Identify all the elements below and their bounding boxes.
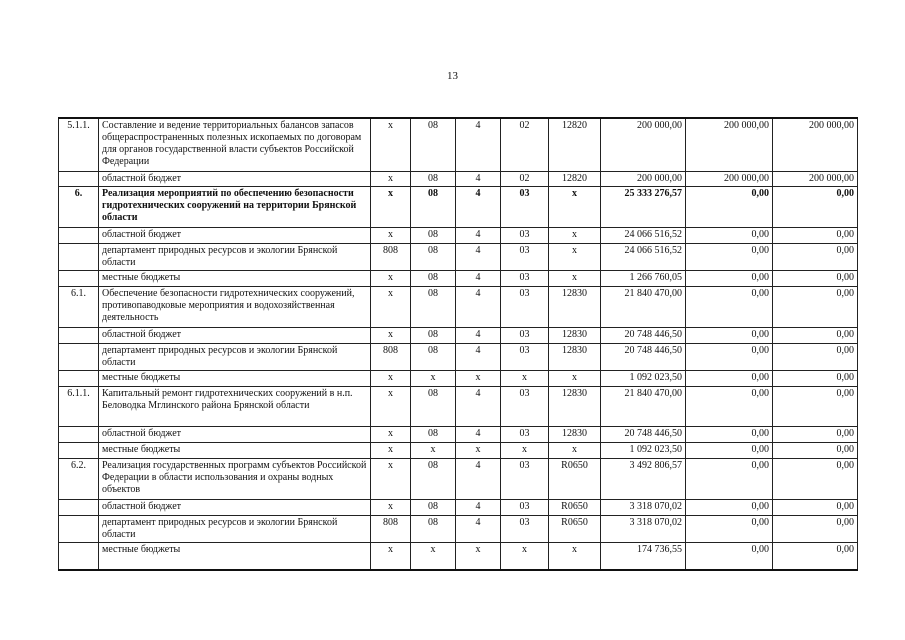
amount-year-3: 0,00 bbox=[773, 327, 858, 343]
grbs-code: х bbox=[371, 186, 411, 227]
table-row bbox=[59, 243, 858, 270]
table-row bbox=[59, 542, 858, 570]
section-code: 08 bbox=[411, 426, 456, 442]
grbs-code: 808 bbox=[371, 243, 411, 270]
row-name: департамент природных ресурсов и экологии Брянской области bbox=[99, 515, 371, 542]
target-article-code: 12830 bbox=[549, 343, 601, 370]
amount-year-1: 20 748 446,50 bbox=[601, 426, 686, 442]
amount-year-1: 3 318 070,02 bbox=[601, 515, 686, 542]
section-code: 08 bbox=[411, 171, 456, 186]
amount-year-3: 0,00 bbox=[773, 386, 858, 426]
section-code: 08 bbox=[411, 118, 456, 171]
amount-year-1: 1 092 023,50 bbox=[601, 370, 686, 386]
row-name: областной бюджет bbox=[99, 227, 371, 243]
table-row bbox=[59, 458, 858, 499]
row-name: местные бюджеты bbox=[99, 442, 371, 458]
amount-year-1: 1 092 023,50 bbox=[601, 442, 686, 458]
program-code: 4 bbox=[456, 458, 501, 499]
subprogram-code: 02 bbox=[501, 171, 549, 186]
amount-year-2: 0,00 bbox=[686, 370, 773, 386]
table-row bbox=[59, 227, 858, 243]
row-number: 5.1.1. bbox=[59, 118, 99, 171]
row-number bbox=[59, 171, 99, 186]
section-code: х bbox=[411, 370, 456, 386]
table-row bbox=[59, 515, 858, 542]
grbs-code: х bbox=[371, 118, 411, 171]
program-code: 4 bbox=[456, 171, 501, 186]
amount-year-3: 0,00 bbox=[773, 542, 858, 570]
row-number: 6.2. bbox=[59, 458, 99, 499]
target-article-code: х bbox=[549, 270, 601, 286]
table-row bbox=[59, 386, 858, 426]
amount-year-3: 0,00 bbox=[773, 227, 858, 243]
row-name: областной бюджет bbox=[99, 327, 371, 343]
target-article-code: 12830 bbox=[549, 327, 601, 343]
row-name: местные бюджеты bbox=[99, 270, 371, 286]
amount-year-3: 0,00 bbox=[773, 515, 858, 542]
page-number: 13 bbox=[447, 70, 458, 82]
section-code: х bbox=[411, 442, 456, 458]
grbs-code: х bbox=[371, 286, 411, 327]
row-name: Составление и ведение территориальных балансов запасов общераспространенных полезных ископаемых по договорам для органов государственной власти субъектов Российской Федерации bbox=[99, 118, 371, 171]
amount-year-2: 0,00 bbox=[686, 186, 773, 227]
section-code: 08 bbox=[411, 327, 456, 343]
section-code: 08 bbox=[411, 458, 456, 499]
subprogram-code: 03 bbox=[501, 186, 549, 227]
amount-year-2: 0,00 bbox=[686, 426, 773, 442]
target-article-code: х bbox=[549, 542, 601, 570]
grbs-code: х bbox=[371, 542, 411, 570]
program-code: 4 bbox=[456, 327, 501, 343]
amount-year-2: 0,00 bbox=[686, 386, 773, 426]
row-number bbox=[59, 327, 99, 343]
row-number bbox=[59, 499, 99, 515]
grbs-code: х bbox=[371, 270, 411, 286]
amount-year-2: 0,00 bbox=[686, 243, 773, 270]
subprogram-code: 03 bbox=[501, 458, 549, 499]
amount-year-2: 200 000,00 bbox=[686, 118, 773, 171]
target-article-code: 12830 bbox=[549, 386, 601, 426]
row-number bbox=[59, 227, 99, 243]
amount-year-3: 0,00 bbox=[773, 426, 858, 442]
subprogram-code: 03 bbox=[501, 270, 549, 286]
amount-year-1: 20 748 446,50 bbox=[601, 327, 686, 343]
table-row bbox=[59, 171, 858, 186]
row-number: 6.1. bbox=[59, 286, 99, 327]
section-code: 08 bbox=[411, 186, 456, 227]
row-name: Реализация государственных программ субъектов Российской Федерации в области использования и охраны водных объектов bbox=[99, 458, 371, 499]
grbs-code: х bbox=[371, 327, 411, 343]
table-row bbox=[59, 286, 858, 327]
target-article-code: 12820 bbox=[549, 171, 601, 186]
section-code: 08 bbox=[411, 499, 456, 515]
amount-year-2: 0,00 bbox=[686, 499, 773, 515]
subprogram-code: 03 bbox=[501, 426, 549, 442]
row-name: департамент природных ресурсов и экологии Брянской области bbox=[99, 343, 371, 370]
amount-year-3: 0,00 bbox=[773, 243, 858, 270]
table-row bbox=[59, 118, 858, 171]
amount-year-1: 1 266 760,05 bbox=[601, 270, 686, 286]
target-article-code: 12830 bbox=[549, 426, 601, 442]
program-code: 4 bbox=[456, 186, 501, 227]
amount-year-2: 200 000,00 bbox=[686, 171, 773, 186]
table-row bbox=[59, 370, 858, 386]
row-number bbox=[59, 270, 99, 286]
section-code: 08 bbox=[411, 243, 456, 270]
subprogram-code: 03 bbox=[501, 343, 549, 370]
table-row bbox=[59, 186, 858, 227]
row-number bbox=[59, 542, 99, 570]
grbs-code: х bbox=[371, 227, 411, 243]
amount-year-3: 0,00 bbox=[773, 370, 858, 386]
row-name: областной бюджет bbox=[99, 426, 371, 442]
amount-year-3: 0,00 bbox=[773, 270, 858, 286]
row-name: местные бюджеты bbox=[99, 370, 371, 386]
target-article-code: R0650 bbox=[549, 499, 601, 515]
subprogram-code: 02 bbox=[501, 118, 549, 171]
target-article-code: R0650 bbox=[549, 515, 601, 542]
amount-year-3: 0,00 bbox=[773, 499, 858, 515]
amount-year-1: 21 840 470,00 bbox=[601, 286, 686, 327]
subprogram-code: 03 bbox=[501, 227, 549, 243]
section-code: 08 bbox=[411, 286, 456, 327]
target-article-code: х bbox=[549, 370, 601, 386]
program-code: 4 bbox=[456, 286, 501, 327]
amount-year-1: 24 066 516,52 bbox=[601, 243, 686, 270]
table-row bbox=[59, 499, 858, 515]
row-name: Реализация мероприятий по обеспечению безопасности гидротехнических сооружений на территории Брянской области bbox=[99, 186, 371, 227]
amount-year-1: 200 000,00 bbox=[601, 171, 686, 186]
subprogram-code: 03 bbox=[501, 499, 549, 515]
row-name: Обеспечение безопасности гидротехнических сооружений, противопаводковые мероприятия и водохозяйственная деятельность bbox=[99, 286, 371, 327]
amount-year-1: 3 318 070,02 bbox=[601, 499, 686, 515]
row-name: департамент природных ресурсов и экологии Брянской области bbox=[99, 243, 371, 270]
amount-year-2: 0,00 bbox=[686, 327, 773, 343]
row-number bbox=[59, 515, 99, 542]
grbs-code: х bbox=[371, 442, 411, 458]
row-number bbox=[59, 426, 99, 442]
table-row bbox=[59, 270, 858, 286]
target-article-code: R0650 bbox=[549, 458, 601, 499]
program-code: 4 bbox=[456, 270, 501, 286]
target-article-code: х bbox=[549, 243, 601, 270]
grbs-code: 808 bbox=[371, 515, 411, 542]
row-name: областной бюджет bbox=[99, 171, 371, 186]
program-code: х bbox=[456, 442, 501, 458]
section-code: 08 bbox=[411, 227, 456, 243]
program-code: 4 bbox=[456, 386, 501, 426]
target-article-code: х bbox=[549, 442, 601, 458]
subprogram-code: х bbox=[501, 370, 549, 386]
amount-year-1: 174 736,55 bbox=[601, 542, 686, 570]
section-code: 08 bbox=[411, 343, 456, 370]
program-code: 4 bbox=[456, 499, 501, 515]
row-name: Капитальный ремонт гидротехнических сооружений в н.п. Беловодка Мглинского района Брянской области bbox=[99, 386, 371, 426]
program-code: 4 bbox=[456, 243, 501, 270]
table-row bbox=[59, 442, 858, 458]
amount-year-1: 3 492 806,57 bbox=[601, 458, 686, 499]
program-code: 4 bbox=[456, 426, 501, 442]
target-article-code: х bbox=[549, 186, 601, 227]
amount-year-2: 0,00 bbox=[686, 343, 773, 370]
grbs-code: х bbox=[371, 458, 411, 499]
table-row bbox=[59, 327, 858, 343]
amount-year-2: 0,00 bbox=[686, 442, 773, 458]
subprogram-code: х bbox=[501, 542, 549, 570]
amount-year-3: 0,00 bbox=[773, 286, 858, 327]
section-code: 08 bbox=[411, 515, 456, 542]
subprogram-code: 03 bbox=[501, 327, 549, 343]
amount-year-3: 200 000,00 bbox=[773, 118, 858, 171]
row-number bbox=[59, 370, 99, 386]
section-code: 08 bbox=[411, 386, 456, 426]
row-number bbox=[59, 343, 99, 370]
grbs-code: 808 bbox=[371, 343, 411, 370]
subprogram-code: 03 bbox=[501, 386, 549, 426]
row-number bbox=[59, 442, 99, 458]
amount-year-1: 24 066 516,52 bbox=[601, 227, 686, 243]
amount-year-3: 0,00 bbox=[773, 343, 858, 370]
program-code: х bbox=[456, 542, 501, 570]
table-row bbox=[59, 426, 858, 442]
row-name: местные бюджеты bbox=[99, 542, 371, 570]
grbs-code: х bbox=[371, 386, 411, 426]
amount-year-2: 0,00 bbox=[686, 458, 773, 499]
row-name: областной бюджет bbox=[99, 499, 371, 515]
amount-year-3: 0,00 bbox=[773, 442, 858, 458]
amount-year-1: 20 748 446,50 bbox=[601, 343, 686, 370]
subprogram-code: 03 bbox=[501, 243, 549, 270]
row-number bbox=[59, 243, 99, 270]
grbs-code: х bbox=[371, 171, 411, 186]
grbs-code: х bbox=[371, 426, 411, 442]
target-article-code: 12820 bbox=[549, 118, 601, 171]
amount-year-3: 200 000,00 bbox=[773, 171, 858, 186]
amount-year-3: 0,00 bbox=[773, 458, 858, 499]
target-article-code: х bbox=[549, 227, 601, 243]
subprogram-code: 03 bbox=[501, 515, 549, 542]
amount-year-1: 200 000,00 bbox=[601, 118, 686, 171]
amount-year-1: 25 333 276,57 bbox=[601, 186, 686, 227]
amount-year-2: 0,00 bbox=[686, 227, 773, 243]
program-code: 4 bbox=[456, 515, 501, 542]
amount-year-3: 0,00 bbox=[773, 186, 858, 227]
table-row bbox=[59, 343, 858, 370]
section-code: х bbox=[411, 542, 456, 570]
amount-year-2: 0,00 bbox=[686, 542, 773, 570]
amount-year-2: 0,00 bbox=[686, 515, 773, 542]
target-article-code: 12830 bbox=[549, 286, 601, 327]
amount-year-2: 0,00 bbox=[686, 270, 773, 286]
program-code: 4 bbox=[456, 343, 501, 370]
row-number: 6. bbox=[59, 186, 99, 227]
row-number: 6.1.1. bbox=[59, 386, 99, 426]
program-code: 4 bbox=[456, 118, 501, 171]
amount-year-2: 0,00 bbox=[686, 286, 773, 327]
section-code: 08 bbox=[411, 270, 456, 286]
program-code: х bbox=[456, 370, 501, 386]
subprogram-code: х bbox=[501, 442, 549, 458]
program-code: 4 bbox=[456, 227, 501, 243]
grbs-code: х bbox=[371, 499, 411, 515]
subprogram-code: 03 bbox=[501, 286, 549, 327]
amount-year-1: 21 840 470,00 bbox=[601, 386, 686, 426]
grbs-code: х bbox=[371, 370, 411, 386]
budget-table bbox=[58, 117, 858, 571]
